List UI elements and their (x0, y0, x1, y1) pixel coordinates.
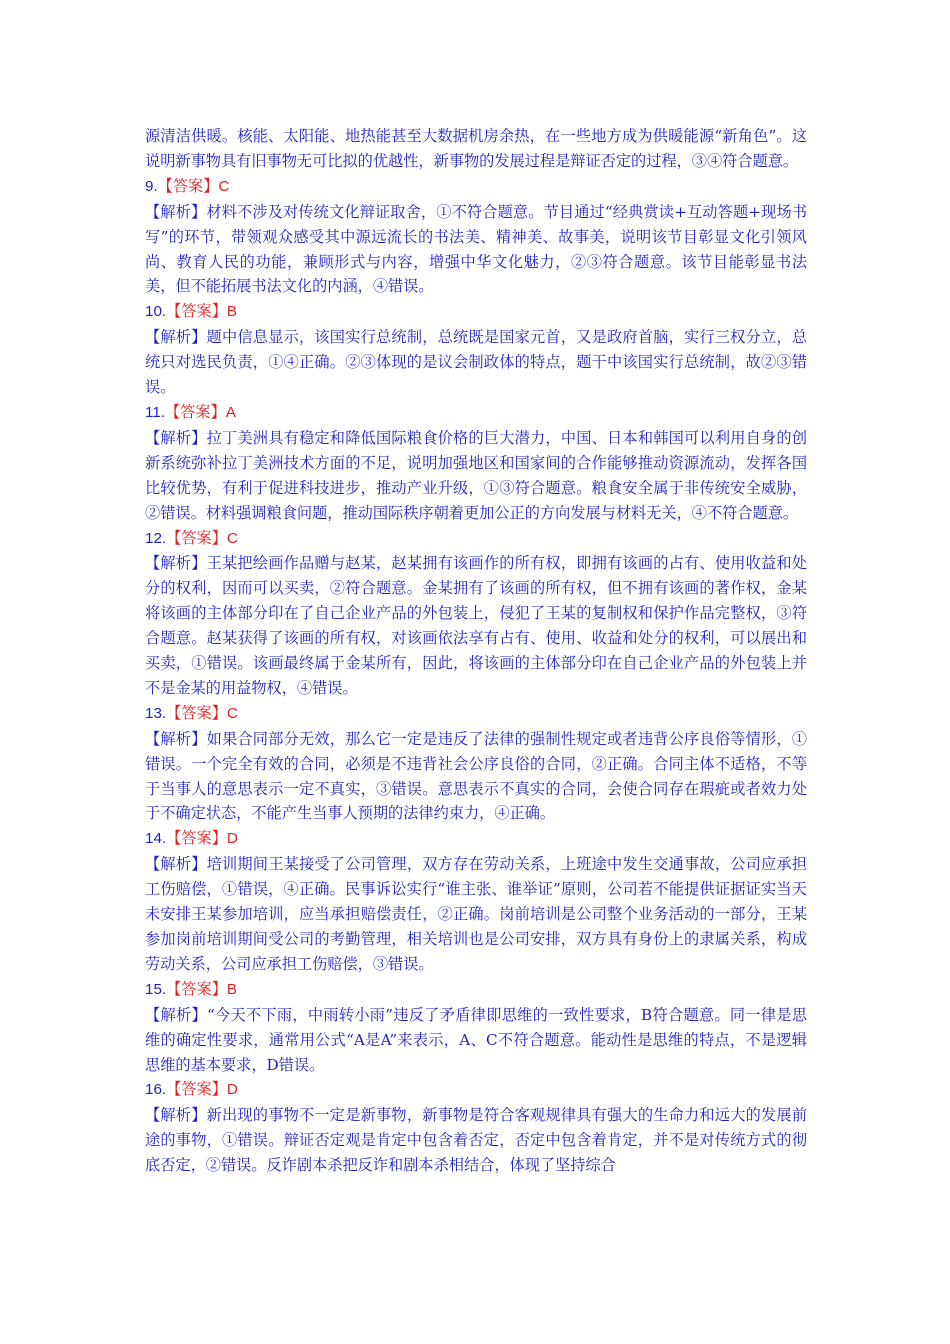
analysis-label: 【解析】 (145, 202, 207, 221)
answer-line (145, 826, 807, 852)
analysis-paragraph (145, 325, 807, 400)
continuation-paragraph: 源清洁供暖。核能、太阳能、地热能甚至大数据机房余热，在一些地方成为供暖能源“新角色”。这说明新事物具有旧事物无可比拟的优越性，新事物的发展过程是辩证否定的过程，③④符合题意。 (145, 127, 807, 170)
analysis-text: 培训期间王某接受了公司管理，双方存在劳动关系，上班途中发生交通事故，公司应承担工伤赔偿，①错误，④正确。民事诉讼实行“谁主张、谁举证”原则，公司若不能提供证据证实当天未安排王某参加培训，应当承担赔偿责任，②正确。岗前培训是公司整个业务活动的一部分，王某参加岗前培训期间受公司的考勤管理，相关培训也是公司安排，双方具有身份上的隶属关系，构成劳动关系，公司应承担工伤赔偿，③错误。 (145, 855, 808, 973)
question-number: 10. (145, 303, 167, 321)
answer-line (145, 174, 807, 200)
analysis-label: 【解析】 (145, 554, 207, 573)
analysis-paragraph (145, 727, 807, 827)
answer-label: 【答案】 (166, 703, 227, 722)
analysis-text: 王某把绘画作品赠与赵某，赵某拥有该画作的所有权，即拥有该画的占有、使用收益和处分的权利，因而可以买卖，②符合题意。金某拥有了该画的所有权，但不拥有该画的著作权，金某将该画的主体部分印在了自己企业产品的外包装上，侵犯了王某的复制权和保护作品完整权，③符合题意。赵某获得了该画的所有权，对该画依法享有占有、使用、收益和处分的权利，可以展出和买卖，①错误。该画最终属于金某所有，因此，将该画的主体部分印在自己企业产品的外包装上并不是金某的用益物权，④错误。 (145, 554, 808, 697)
answer-choice: C (218, 177, 230, 195)
answer-choice: C (226, 704, 238, 722)
answer-label: 【答案】 (165, 402, 226, 421)
answer-line (145, 526, 807, 552)
answer-choice: B (226, 303, 238, 321)
answer-choice: D (226, 1081, 238, 1099)
analysis-label: 【解析】 (145, 428, 207, 447)
question-number: 11. (145, 403, 165, 421)
answer-choice: C (226, 529, 238, 547)
answer-choice: D (226, 830, 238, 848)
analysis-text: 新出现的事物不一定是新事物，新事物是符合客观规律具有强大的生命力和远大的发展前途的事物，①错误。辩证否定观是肯定中包含着否定，否定中包含着肯定，并不是对传统方式的彻底否定，②错误。反诈剧本杀把反诈和剧本杀相结合，体现了坚持综合 (145, 1106, 808, 1175)
answer-line (145, 299, 807, 325)
analysis-label: 【解析】 (145, 1106, 207, 1125)
analysis-text: 拉丁美洲具有稳定和降低国际粮食价格的巨大潜力，中国、日本和韩国可以利用自身的创新系统弥补拉丁美洲技术方面的不足，说明加强地区和国家间的合作能够推动资源流动，发挥各国比较优势，有利于促进科技进步，推动产业升级，①③符合题意。粮食安全属于非传统安全威胁，②错误。材料强调粮食问题，推动国际秩序朝着更加公正的方向发展与材料无关，④不符合题意。 (145, 428, 808, 522)
answer-choice: B (226, 980, 238, 998)
question-number: 13. (145, 704, 167, 722)
analysis-text: 题中信息显示，该国实行总统制，总统既是国家元首，又是政府首脑，实行三权分立，总统只对选民负责，①④正确。②③体现的是议会制政体的特点，题干中该国实行总统制，故②③错误。 (145, 328, 808, 397)
question-number: 9. (145, 177, 158, 195)
analysis-paragraph (145, 426, 807, 526)
answer-line (145, 1077, 807, 1103)
answer-label: 【答案】 (166, 979, 227, 998)
analysis-label: 【解析】 (145, 1005, 207, 1024)
answer-label: 【答案】 (166, 1080, 227, 1099)
analysis-paragraph (145, 1103, 807, 1178)
analysis-paragraph (145, 852, 807, 977)
answer-items-list (145, 174, 807, 1178)
analysis-paragraph (145, 1003, 807, 1078)
analysis-text: 材料不涉及对传统文化辩证取舍，①不符合题意。节目通过“经典赏读+互动答题+现场书写”的环节，带领观众感受其中源远流长的书法美、精神美、故事美，说明该节目彰显文化引领风尚、教育人民的功能，兼顾形式与内容，增强中华文化魅力，②③符合题意。该节目能彰显书法美，但不能拓展书法文化的内涵，④错误。 (145, 202, 808, 296)
analysis-label: 【解析】 (145, 328, 207, 347)
answer-line (145, 977, 807, 1003)
analysis-paragraph (145, 551, 807, 700)
answer-choice: A (225, 403, 236, 421)
analysis-text: 如果合同部分无效，那么它一定是违反了法律的强制性规定或者违背公序良俗等情形，①错误。一个完全有效的合同，必须是不违背社会公序良俗的合同，②正确。合同主体不适格，不等于当事人的意思表示一定不真实，③错误。意思表示不真实的合同，会使合同存在瑕疵或者效力处于不确定状态，不能产生当事人预期的法律约束力，④正确。 (145, 729, 808, 823)
analysis-paragraph (145, 200, 807, 300)
answer-label: 【答案】 (157, 176, 219, 195)
question-number: 15. (145, 980, 167, 998)
answer-label: 【答案】 (166, 302, 227, 321)
answer-line (145, 701, 807, 727)
analysis-text: “今天不下雨，中雨转小雨”违反了矛盾律即思维的一致性要求，B符合题意。同一律是思维的确定性要求，通常用公式“A是A”来表示，A、C不符合题意。能动性是思维的特点，不是逻辑思维的基本要求，D错误。 (145, 1005, 808, 1074)
question-number: 14. (145, 830, 167, 848)
analysis-label: 【解析】 (145, 855, 207, 874)
answer-label: 【答案】 (166, 528, 227, 547)
answer-key-content (145, 124, 807, 1178)
answer-label: 【答案】 (166, 829, 227, 848)
answer-line (145, 400, 807, 426)
question-number: 16. (145, 1081, 167, 1099)
question-number: 12. (145, 529, 167, 547)
analysis-label: 【解析】 (145, 729, 207, 748)
